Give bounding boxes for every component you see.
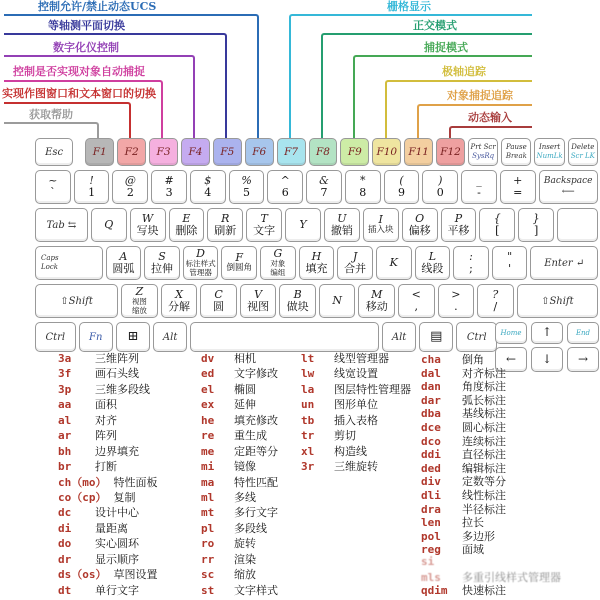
command-desc: 文字修改 xyxy=(234,367,278,381)
key-equals[interactable]: + = xyxy=(500,170,536,204)
key-f10[interactable]: F10 xyxy=(372,138,401,166)
key-lbracket[interactable]: { [ xyxy=(479,208,515,242)
command-desc: 延伸 xyxy=(234,398,256,412)
command-row xyxy=(421,446,561,460)
command-desc: 线型管理器 xyxy=(334,352,389,365)
command-abbr: el xyxy=(201,382,215,396)
command-abbr: me xyxy=(201,444,215,458)
command-row xyxy=(421,392,561,406)
key-0[interactable]: ) 0 xyxy=(422,170,458,204)
key-rctrl[interactable]: Ctrl xyxy=(456,322,497,352)
command-row xyxy=(58,582,158,597)
key-v[interactable]: V 视图 xyxy=(240,284,277,318)
command-row xyxy=(421,501,561,515)
command-row xyxy=(421,405,561,419)
key-6[interactable]: ^ 6 xyxy=(267,170,303,204)
command-row xyxy=(58,412,158,427)
command-row xyxy=(301,443,411,458)
key-left[interactable]: ← xyxy=(495,347,527,372)
command-abbr: xl xyxy=(301,444,315,458)
key-3[interactable]: # 3 xyxy=(151,170,187,204)
key-menu[interactable]: ▤ xyxy=(419,322,453,352)
key-ralt[interactable]: Alt xyxy=(382,322,416,352)
command-desc: 阵列 xyxy=(95,429,117,443)
command-row xyxy=(201,551,278,566)
command-desc: 相机 xyxy=(234,352,256,365)
key-f5[interactable]: F5 xyxy=(213,138,242,166)
callout-label-f8: 正交模式 xyxy=(413,19,457,32)
command-abbr: lt xyxy=(301,352,315,365)
nav-row-1 xyxy=(495,322,599,344)
command-row xyxy=(58,396,158,411)
callout-label-f5: 等轴测平面切换 xyxy=(48,19,125,32)
key-capslock[interactable]: Caps Lock xyxy=(35,246,103,280)
callout-label-f11: 对象捕捉追踪 xyxy=(447,89,513,102)
command-row xyxy=(58,381,158,396)
command-row xyxy=(421,555,561,569)
command-col1 xyxy=(58,350,158,597)
command-abbr: la xyxy=(301,382,315,396)
key-2[interactable]: @ 2 xyxy=(112,170,148,204)
command-desc: 椭圆 xyxy=(234,382,256,396)
command-abbr: ex xyxy=(201,398,215,412)
command-row xyxy=(201,381,278,396)
command-desc: 三维多段线 xyxy=(95,382,150,396)
command-desc: 定数等分 xyxy=(462,475,506,489)
key-fn[interactable]: Fn xyxy=(79,322,113,352)
command-desc: 拉长 xyxy=(462,516,484,530)
key-esc[interactable]: Esc xyxy=(35,138,73,166)
command-abbr: mi xyxy=(201,460,215,474)
command-abbr: ro xyxy=(201,537,215,551)
command-desc: 角度标注 xyxy=(462,380,506,394)
key-f1[interactable]: F1 xyxy=(85,138,114,166)
command-desc: 插入表格 xyxy=(334,413,378,427)
command-row xyxy=(301,381,411,396)
command-desc: 构造线 xyxy=(334,444,367,458)
command-row xyxy=(201,396,278,411)
command-abbr: len xyxy=(421,516,441,530)
callout-label-f1: 获取帮助 xyxy=(29,108,73,121)
key-4[interactable]: $ 4 xyxy=(190,170,226,204)
command-row xyxy=(301,365,411,380)
key-right[interactable]: → xyxy=(567,347,599,372)
command-desc: 草图设置 xyxy=(113,568,158,582)
command-desc: 剪切 xyxy=(334,429,356,443)
command-row xyxy=(201,582,278,597)
key-h[interactable]: H 填充 xyxy=(299,246,335,280)
key-k[interactable]: K xyxy=(376,246,412,280)
key-a[interactable]: A 圆弧 xyxy=(106,246,142,280)
keyboard-row-3 xyxy=(35,208,598,242)
command-row xyxy=(421,433,561,447)
command-abbr: ds（os） xyxy=(58,568,107,582)
command-abbr: dc xyxy=(58,506,72,520)
command-row xyxy=(201,566,278,581)
command-col3 xyxy=(301,350,411,474)
command-abbr: div xyxy=(421,475,441,489)
command-abbr: dan xyxy=(421,380,441,394)
command-abbr: dv xyxy=(201,352,215,365)
key-delete[interactable]: Delete Scr LK xyxy=(568,138,598,166)
command-desc: 编辑标注 xyxy=(462,461,506,475)
command-desc: 单行文字 xyxy=(95,583,139,597)
callout-label-f12: 动态输入 xyxy=(468,111,512,124)
command-abbr: qdim xyxy=(421,584,448,598)
command-abbr: rr xyxy=(201,552,215,566)
command-desc: 倒角 xyxy=(462,353,484,366)
key-f3[interactable]: F3 xyxy=(149,138,178,166)
command-abbr: si xyxy=(421,554,435,568)
keyboard-row-4 xyxy=(35,246,598,280)
command-desc: 面域 xyxy=(462,543,484,557)
key-t[interactable]: T 文字 xyxy=(246,208,282,242)
key-backquote[interactable]: ~ ` xyxy=(35,170,71,204)
command-row xyxy=(421,569,561,583)
command-row xyxy=(58,350,158,365)
command-row xyxy=(58,365,158,380)
key-rshift[interactable]: ⇧Shift xyxy=(517,284,598,318)
command-abbr: dal xyxy=(421,366,441,380)
key-n[interactable]: N xyxy=(319,284,356,318)
command-row xyxy=(421,473,561,487)
command-abbr: dco xyxy=(421,434,441,448)
key-f[interactable]: F 倒圆角 xyxy=(221,246,257,280)
key-minus[interactable]: _ - xyxy=(461,170,497,204)
key-lalt[interactable]: Alt xyxy=(153,322,187,352)
key-j[interactable]: J 合并 xyxy=(337,246,373,280)
command-row xyxy=(201,520,278,535)
key-b[interactable]: B 做块 xyxy=(279,284,316,318)
key-c[interactable]: C 圆 xyxy=(200,284,237,318)
command-row xyxy=(58,504,158,519)
command-col4 xyxy=(421,351,561,596)
command-abbr: cha xyxy=(421,353,441,366)
key-f6[interactable]: F6 xyxy=(245,138,274,166)
command-row xyxy=(201,535,278,550)
command-desc: 画石头线 xyxy=(95,367,139,381)
command-abbr: dt xyxy=(58,583,72,597)
command-desc: 渲染 xyxy=(234,552,256,566)
command-desc: 多线 xyxy=(234,490,256,504)
command-abbr: 3r xyxy=(301,460,315,474)
key-z[interactable]: Z 视图 缩放 xyxy=(121,284,158,318)
command-abbr: pol xyxy=(421,529,441,543)
key-s[interactable]: S 拉伸 xyxy=(144,246,180,280)
command-abbr: lw xyxy=(301,367,315,381)
key-semicolon[interactable]: : ; xyxy=(453,246,489,280)
key-g[interactable]: G 对象 编组 xyxy=(260,246,296,280)
command-abbr: al xyxy=(58,413,72,427)
keyboard-row-1 xyxy=(35,138,598,166)
command-row xyxy=(301,396,411,411)
command-desc: 连续标注 xyxy=(462,434,506,448)
keyboard-gap xyxy=(76,138,82,166)
command-row xyxy=(421,351,561,365)
command-row xyxy=(201,474,278,489)
command-desc: 重生成 xyxy=(234,429,267,443)
command-abbr: ch（mo） xyxy=(58,475,107,489)
command-abbr: sc xyxy=(201,568,215,582)
command-abbr: dra xyxy=(421,502,441,516)
command-desc: 实心圆环 xyxy=(95,537,139,551)
command-desc: 量距离 xyxy=(95,521,128,535)
command-row xyxy=(421,378,561,392)
command-row xyxy=(421,460,561,474)
key-d[interactable]: D 标注样式 管理器 xyxy=(183,246,219,280)
command-abbr: di xyxy=(58,521,72,535)
command-desc: 缩放 xyxy=(234,568,256,582)
command-desc: 线性标注 xyxy=(462,488,506,502)
key-backspace[interactable]: Backspace ⟵ xyxy=(539,170,598,204)
command-desc: 面积 xyxy=(95,398,117,412)
command-abbr: bh xyxy=(58,444,72,458)
command-abbr: do xyxy=(58,537,72,551)
command-abbr: br xyxy=(58,460,72,474)
key-u[interactable]: U 撤销 xyxy=(324,208,360,242)
callout-label-f3: 控制是否实现对象自动捕捉 xyxy=(13,65,145,78)
keyboard-row-5 xyxy=(35,284,598,318)
callout-label-f2: 实现作图窗口和文本窗口的切换 xyxy=(2,87,156,100)
command-row xyxy=(201,504,278,519)
command-row xyxy=(201,489,278,504)
command-abbr: ed xyxy=(201,367,215,381)
command-row xyxy=(301,427,411,442)
command-desc: 图形单位 xyxy=(334,398,378,412)
command-row xyxy=(301,412,411,427)
command-desc: 对齐标注 xyxy=(462,366,506,380)
key-8[interactable]: * 8 xyxy=(345,170,381,204)
callout-label-f10: 极轴追踪 xyxy=(442,65,486,78)
command-abbr: ar xyxy=(58,429,72,443)
key-up[interactable]: ↑ xyxy=(531,322,563,344)
command-desc: 设计中心 xyxy=(95,506,139,520)
command-abbr: un xyxy=(301,398,315,412)
key-q[interactable]: Q xyxy=(91,208,127,242)
key-rbracket[interactable]: } ] xyxy=(518,208,554,242)
command-row xyxy=(201,365,278,380)
command-desc: 多重引线样式管理器 xyxy=(462,570,561,584)
command-abbr: dr xyxy=(58,552,72,566)
key-r[interactable]: R 刷新 xyxy=(207,208,243,242)
command-desc: 旋转 xyxy=(234,537,256,551)
key-f11[interactable]: F11 xyxy=(404,138,433,166)
callout-label-f6: 控制允许/禁止动态UCS xyxy=(38,0,157,13)
command-desc: 三维旋转 xyxy=(334,460,378,474)
command-desc: 图层特性管理器 xyxy=(334,382,411,396)
command-desc: 多边形 xyxy=(462,529,495,543)
command-abbr: aa xyxy=(58,398,72,412)
command-abbr: dba xyxy=(421,407,441,421)
command-row xyxy=(201,350,278,365)
key-y[interactable]: Y xyxy=(285,208,321,242)
command-row xyxy=(421,528,561,542)
key-win[interactable]: ⊞ xyxy=(116,322,150,352)
key-pause[interactable]: Pause Break xyxy=(501,138,531,166)
command-row xyxy=(58,489,158,504)
key-period[interactable]: > . xyxy=(438,284,475,318)
key-end[interactable]: End xyxy=(567,322,599,344)
key-p[interactable]: P 平移 xyxy=(441,208,477,242)
command-desc: 填充修改 xyxy=(234,413,278,427)
command-row xyxy=(201,458,278,473)
command-desc: 线宽设置 xyxy=(334,367,378,381)
key-9[interactable]: ( 9 xyxy=(384,170,420,204)
command-abbr: ddi xyxy=(421,448,441,462)
command-desc: 镜像 xyxy=(234,460,256,474)
command-abbr: 3a xyxy=(58,352,72,365)
command-desc: 文字样式 xyxy=(234,583,278,597)
command-desc: 特性匹配 xyxy=(234,475,278,489)
command-row xyxy=(58,458,158,473)
command-desc: 显示顺序 xyxy=(95,552,139,566)
command-row xyxy=(58,520,158,535)
command-col2 xyxy=(201,350,278,597)
command-abbr: re xyxy=(201,429,215,443)
command-row xyxy=(58,474,158,489)
command-row xyxy=(58,566,158,581)
command-abbr: ded xyxy=(421,461,441,475)
command-desc: 多段线 xyxy=(234,521,267,535)
command-desc: 定距等分 xyxy=(234,444,278,458)
command-desc: 三维阵列 xyxy=(95,352,139,365)
command-abbr: mt xyxy=(201,506,215,520)
command-desc: 半径标注 xyxy=(462,502,506,516)
command-desc: 打断 xyxy=(95,460,117,474)
key-quote[interactable]: " ' xyxy=(492,246,528,280)
command-abbr: mls xyxy=(421,570,441,584)
command-desc: 基线标注 xyxy=(462,407,506,421)
command-row xyxy=(421,419,561,433)
key-comma[interactable]: < , xyxy=(398,284,435,318)
command-abbr: 3f xyxy=(58,367,72,381)
key-f8[interactable]: F8 xyxy=(309,138,338,166)
callout-label-f9: 捕捉模式 xyxy=(424,41,468,54)
key-i[interactable]: I 插入块 xyxy=(363,208,399,242)
command-row xyxy=(421,487,561,501)
command-row xyxy=(201,427,278,442)
callout-label-f4: 数字化仪控制 xyxy=(53,41,119,54)
key-f12[interactable]: F12 xyxy=(436,138,465,166)
command-row xyxy=(201,443,278,458)
key-7[interactable]: & 7 xyxy=(306,170,342,204)
command-abbr: he xyxy=(201,413,215,427)
command-row xyxy=(201,412,278,427)
command-row xyxy=(58,443,158,458)
command-row xyxy=(58,427,158,442)
key-1[interactable]: ! 1 xyxy=(74,170,110,204)
command-abbr: dli xyxy=(421,488,441,502)
command-row xyxy=(58,551,158,566)
key-home[interactable]: Home xyxy=(495,322,527,344)
key-f2[interactable]: F2 xyxy=(117,138,146,166)
key-f4[interactable]: F4 xyxy=(181,138,210,166)
command-abbr: 3p xyxy=(58,382,72,396)
key-m[interactable]: M 移动 xyxy=(358,284,395,318)
command-row xyxy=(58,535,158,550)
key-l[interactable]: L 线段 xyxy=(415,246,451,280)
command-row xyxy=(301,350,411,365)
key-x[interactable]: X 分解 xyxy=(161,284,198,318)
key-enter[interactable]: Enter ↵ xyxy=(530,246,598,280)
key-lctrl[interactable]: Ctrl xyxy=(35,322,76,352)
command-desc: 特性面板 xyxy=(113,475,158,489)
key-lshift[interactable]: ⇧Shift xyxy=(35,284,118,318)
keyboard-row-6 xyxy=(35,322,497,352)
keyboard-row-2 xyxy=(35,170,598,204)
key-f7[interactable]: F7 xyxy=(277,138,306,166)
command-abbr: reg xyxy=(421,543,441,557)
command-desc: 边界填充 xyxy=(95,444,139,458)
command-desc: 圆心标注 xyxy=(462,420,506,434)
command-abbr: tr xyxy=(301,429,315,443)
command-desc: 多行文字 xyxy=(234,506,278,520)
key-5[interactable]: % 5 xyxy=(229,170,265,204)
command-abbr: ml xyxy=(201,490,215,504)
key-space[interactable] xyxy=(190,322,379,352)
command-desc: 弧长标注 xyxy=(462,393,506,407)
key-e[interactable]: E 删除 xyxy=(169,208,205,242)
key-prtscr[interactable]: Prt Scr SysRq xyxy=(468,138,498,166)
command-row xyxy=(301,458,411,473)
key-insert[interactable]: Insert NumLk xyxy=(534,138,564,166)
key-w[interactable]: W 写块 xyxy=(130,208,166,242)
key-f9[interactable]: F9 xyxy=(340,138,369,166)
command-abbr: co（cp） xyxy=(58,490,107,504)
command-desc: 复制 xyxy=(113,490,136,504)
command-abbr: dce xyxy=(421,420,441,434)
callout-label-f7: 栅格显示 xyxy=(387,0,431,13)
command-desc: 快速标注 xyxy=(462,584,506,598)
key-slash[interactable]: ? / xyxy=(477,284,514,318)
key-down[interactable]: ↓ xyxy=(531,347,563,372)
key-o[interactable]: O 偏移 xyxy=(402,208,438,242)
command-row xyxy=(421,365,561,379)
command-desc: 对齐 xyxy=(95,413,117,427)
command-desc: 直径标注 xyxy=(462,448,506,462)
command-abbr: pl xyxy=(201,521,215,535)
command-abbr: tb xyxy=(301,413,315,427)
command-abbr: dar xyxy=(421,393,441,407)
key-backslash[interactable] xyxy=(557,208,598,242)
command-abbr: ma xyxy=(201,475,215,489)
key-tab[interactable]: Tab ⇆ xyxy=(35,208,88,242)
command-abbr: st xyxy=(201,583,215,597)
